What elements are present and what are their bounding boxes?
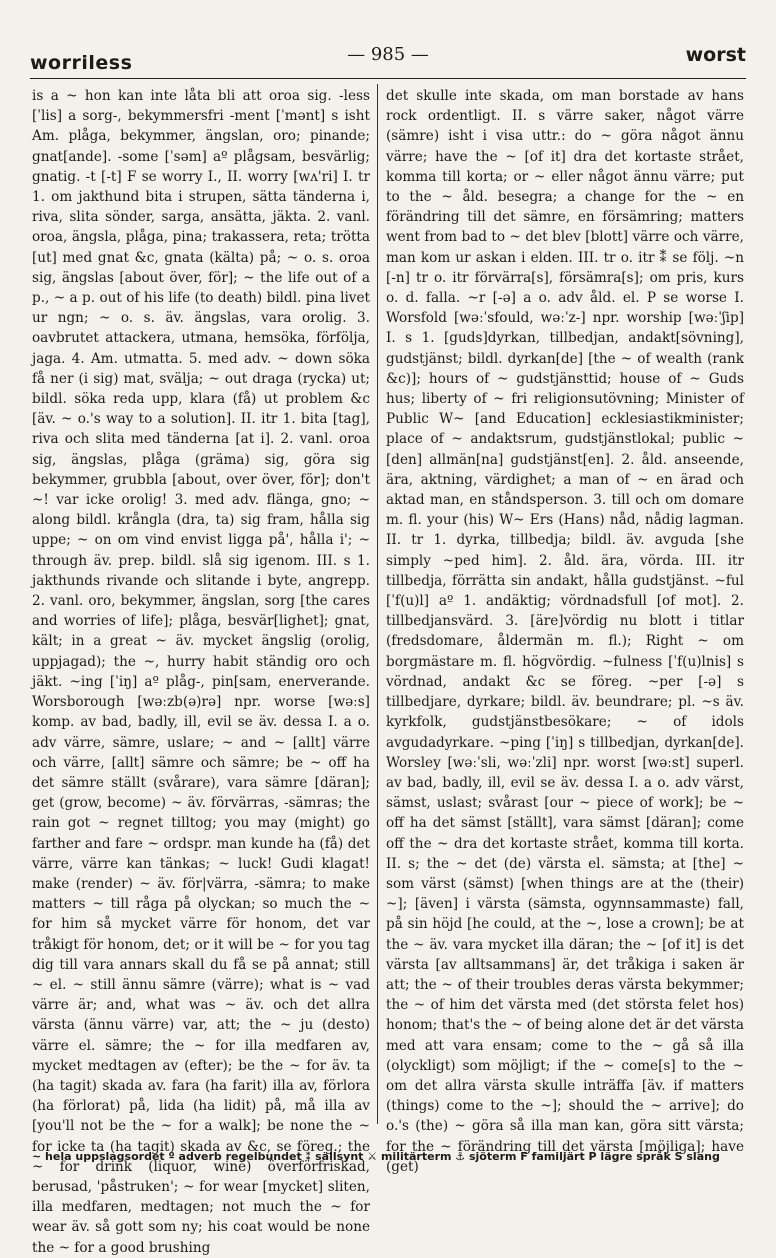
legend-footer: ~ hela uppslagsordet º adverb regelbundet ⁑ sällsynt ⚔ militärterm ⚓ sjöterm F familjärt P lägre språk S slang	[32, 1150, 720, 1163]
header-right-word: worst	[685, 44, 746, 66]
page-number: — 985 —	[347, 44, 429, 65]
right-column	[386, 86, 744, 1175]
page-header	[30, 44, 746, 76]
right-column-text: det skulle inte skada, om man borstade av hans rock ordentligt. II. s värre saker, något värre (sämre) isht i visa uttr.: do ~ göra något ännu värre; have the ~ [of it] dra det kortaste strået, komma till korta; or ~ eller något ännu värre; put to the ~ åld. besegra; a change for the ~ en förändring till det sämre, en försämring; matters went from bad to ~ det blev [blott] värre och värre, man kom ur askan i elden. III. tr o. itr ⁑ se följ. ~n [-n] tr o. itr förvärra[s], försämra[s]; om pris, kurs o. d. falla. ~r [-ə] a o. adv åld. el. P se worse I. Worsfold [wəːˈsfould, wəːˈz-] npr. worship [wəːˈʃip] I. s 1. [guds]dyrkan, tillbedjan, andakt[sövning], gudstjänst; bildl. dyrkan[de] [the ~ of wealth (rank &c)]; hours of ~ gudstjänsttid; house of ~ Guds hus; liberty of ~ fri religionsutövning; Minister of Public W~ [and Education] ecklesiastikminister; place of ~ andaktsrum, gudstjänstlokal; public ~ [den] allmän[na] gudstjänst[en]. 2. åld. anseende, ära, aktning, värdighet; a man of ~ en ärad och aktad man, en ståndsperson. 3. till och om domare m. fl. your (his) W~ Ers (Hans) nåd, nådig lagman. II. tr 1. dyrka, tillbedja; bildl. äv. avguda [she simply ~ped him]. 2. åld. ära, vörda. III. itr tillbedja, förrätta sin andakt, hålla gudstjänst. ~ful [ˈf(u)l] aº 1. andäktig; vördnadsfull [of mot]. 2. tillbedjansvärd. 3. [äre]vördig nu blott i titlar (fredsdomare, åldermän m. fl.); Right ~ om borgmästare m. fl. högvördig. ~fulness [ˈf(u)lnis] s vördnad, andakt &c se föreg. ~per [-ə] s tillbedjare, dyrkare; bildl. äv. beundrare; pl. ~s äv. kyrkfolk, gudstjänstbesökare; ~ of idols avgudadyrkare. ~ping [ˈiŋ] s tillbedjan, dyrkan[de]. Worsley [wəːˈsli, wəːˈzli] npr. worst [wəːst] superl. av bad, badly, ill, evil se äv. dessa I. a o. adv värst, sämst, uslast; svårast [our ~ piece of work]; be ~ off ha det sämst [ställt], vara sämst [däran]; come off the ~ dra det kortaste strået, komma till korta. II. s; the ~ det (de) värsta el. sämsta; at [the] ~ som värst (sämst) [when things are at the (their) ~]; [även] i värsta (sämsta, ogynnsammaste) fall, på sin höjd [he could, at the ~, lose a crown]; be at the ~ äv. vara mycket illa däran; the ~ [of it] is det värsta [av alltsammans] är, det tråkiga i saken är att; the ~ of their troubles deras värsta bekymmer; the ~ of him det värsta med (det största felet hos) honom; that's the ~ of being alone det är det värsta med att vara ensam; come to the ~ gå så illa (olyckligt) som möjligt; if the ~ come[s] to the ~ om det allra värsta skulle inträffa [äv. if matters (things) come to the ~]; should the ~ arrive]; do o.'s (the) ~ göra så illa man kan, göra sitt värsta; for the ~ förändring till det värsta [möjliga]; have (get)	[386, 88, 744, 1175]
left-column	[32, 86, 370, 1256]
column-divider	[377, 84, 378, 1124]
header-left-word: worriless	[30, 52, 133, 74]
left-column-text: is a ~ hon kan inte låta bli att oroa sig. -less [ˈlis] a sorg-, bekymmersfri -ment [ˈmənt] s isht Am. plåga, bekymmer, ängslan, oro; pinande; gnat[ande]. -some [ˈsəm] aº plågsam, besvärlig; gnatig. -t [-t] F se worry I., II. worry [wʌ'ri] I. tr 1. om jakthund bita i strupen, sätta tänderna i, riva, slita sönder, sarga, ansätta, jäkta. 2. vanl. oroa, ängsla, plåga, pina; trakassera, reta; trötta [ut] med gnat &c, gnata (kälta) på; ~ o. s. oroa sig, ängslas [about över, för]; ~ the life out of a p., ~ a p. out of his life (to death) bildl. pina livet ur ngn; ~ o. s. äv. ängslas, vara orolig. 3. oavbrutet attackera, utmana, hemsöka, förfölja, jaga. 4. Am. utmatta. 5. med adv. ~ down söka få ner (i sig) mat, svälja; ~ out draga (rycka) ut; bildl. söka reda upp, klara (få) ut problem &c [äv. ~ o.'s way to a solution]. II. itr 1. bita [tag], riva och slita med tänderna [at i]. 2. vanl. oroa sig, ängslas, plåga (gräma) sig, göra sig bekymmer, grubbla [about, over över, för]; don't ~! var icke orolig! 3. med adv. flänga, gno; ~ along bildl. krångla (dra, ta) sig fram, hålla sig uppe; ~ on om vind envist ligga på', hålla i'; ~ through äv. prep. bildl. slå sig igenom. III. s 1. jakthunds rivande och slitande i byte, angrepp. 2. vanl. oro, bekymmer, ängslan, sorg [the cares and worries of life]; plåga, besvär[lighet]; gnat, kält; in a great ~ äv. mycket ängslig (orolig, uppjagad); the ~, hurry habit ständig oro och jäkt. ~ing [ˈiŋ] aº plåg-, pin[sam, enerverande. Worsborough [wəːzb(ə)rə] npr. worse [wəːs] komp. av bad, badly, ill, evil se äv. dessa I. a o. adv värre, sämre, uslare; ~ and ~ [allt] värre och värre, [allt] sämre och sämre; be ~ off ha det sämre ställt (svårare), vara sämre [däran]; get (grow, become) ~ äv. förvärras, -sämras; the rain got ~ regnet tilltog; you may (might) go farther and fare ~ ordspr. man kunde ha (få) det värre, värre kan tänkas; ~ luck! Gudi klagat! make (render) ~ äv. för|värra, -sämra; to make matters ~ till råga på olyckan; so much the ~ for him så mycket värre för honom, det var tråkigt för honom, det; or it will be ~ for you tag dig till vara annars skall du få se på annat; still ~ el. ~ still ännu sämre (värre); what is ~ vad värre är; and, what was ~ äv. och det allra värsta (ännu värre) var, att; the ~ ju (desto) värre el. sämre; the ~ for illa medfaren av, mycket medtagen av (efter); be the ~ for äv. ta (ha tagit) skada av. fara (ha farit) illa av, förlora (ha förlorat) på, lida (ha lidit) på, må illa av [you'll not be the ~ for a walk]; be none the ~ for icke ta (ha tagit) skada av &c, se föreg.; the ~ for drink (liquor, wine) överförfriskad, berusad, 'påstruken'; ~ for wear [mycket] sliten, illa medfaren, medtagen; not much the ~ for wear äv. så gott som ny; his coat would be none the ~ for a good brushing	[32, 88, 370, 1256]
header-rule	[30, 78, 746, 79]
